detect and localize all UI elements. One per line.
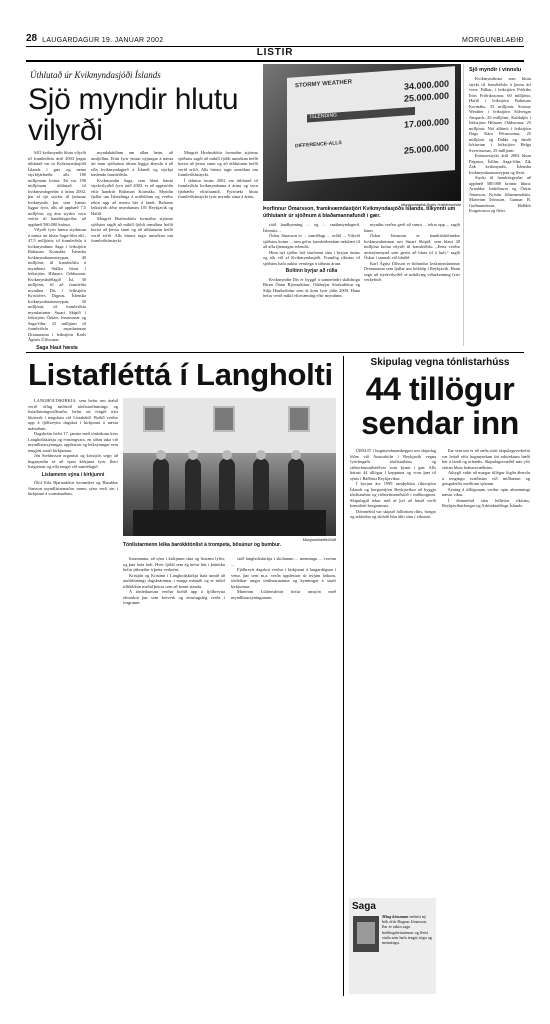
paragraph: Kristján og Kristinn í Langholtskirkju hafa unnið að undirbúningi dagskrárinnar í marga mánuði og er mikil tilhlökkun meðal þeirra sem að henni standa.: [123, 572, 225, 589]
story2-subhead: Listamenn sýna í kirkjunni: [41, 471, 105, 478]
story1-headline: Sjö myndir hlutu vilyrði: [28, 83, 239, 147]
musician-head: [256, 450, 266, 460]
issue-date: LAUGARDAGUR 19. JANÚAR 2002: [42, 37, 164, 44]
paragraph: Margrét Hrafnsdóttir formaður stjórnar sjóðsins sagði að mikill fjöldi umsókna hefði borist að þessu sinni og að úthlutunin hefði verið erfið. Alls bárust tugir umsókna um framleiðslustyrki.: [178, 150, 258, 177]
paragraph: Þar sem um er að ræða stórt skipulagsverkefni var leitað eftir hugmyndum frá arkitektum bæði hér á landi og erlendis. Skipulagssvæðið nær yfir stóran hluta hafnarsvæðisins.: [442, 448, 530, 470]
saga-text: nefnist ný bók eftir Rognar Jónasson. Þar er rakin saga heiðingsbrúarinnar og fleiri staða sem hafa tengst sögu og menningu.: [382, 914, 432, 946]
section-title: LISTIR: [256, 47, 294, 58]
sidebar-box: [463, 64, 530, 346]
paragraph: Styrki til handritsgerðar að upphæð 580.000 krónur hlutu: Arnaldur Indriðason og Óskar Jónasson, Kristín Jóhannesdóttir, Marteinn Þórisson, Gunnar B. Guðmundsson, Halldór Þorgeirsson og fleiri.: [469, 175, 531, 213]
paragraph: Sýning á tillögunum verður opin almenningi næstu vikur.: [442, 486, 530, 497]
paragraph: Dómnefnd var skipuð fulltrúum ríkis, borgar og arkitekta og skilaði hún áliti sínu í vikunni.: [350, 508, 436, 519]
paragraph: Vilyrði fyrir hæsta styrknum á næsta ári hlutu Saga-film ehf., 47,5 milljónir, til framleiðslu á kvikmyndinni Saga í leikstjórn Baltasars Kormáks. Íslenska kvikmyndasamsteypan, 40 milljónir, til framleiðslu á myndinni Stúlka hlaut í leikstjórn Hilmars Oddssonar. Kvikmyndafélagið Ísl, 30 milljónir, til að framleiða myndina Dís í leikstjórn Kristófers Dignus, Íslenska kvikmyndasamsteypan, 30 milljónir, til framleiðslu myndarinnar Stuart Skipið í leikstjórn Óskars Jónassonar og Saga-film, 25 milljónir til framleiðslu myndarinnar Dramarama í leikstjórn Karls Ágústs Úlfssonar.: [28, 227, 86, 342]
story3-headline: 44 tillögur sendar inn: [361, 371, 519, 441]
musician-figure: [185, 458, 201, 514]
story2-photo: [123, 398, 336, 536]
screen-value-1: 34.000.000: [403, 78, 449, 92]
screen-line-1: DIFFERENCE-ALLS: [295, 140, 342, 150]
musician-figure: [288, 458, 304, 514]
paragraph: Í byrjun árs 1999 samþykktu ríkisstjórn Íslands og borgarstjórn Reykjavíkur að byggja tónlistarhús og ráðstefnumiðstöð í miðborginni. Skipulagið tekur mið af því að húsið verði kennileiti borgarinnar.: [350, 481, 436, 508]
story1-column-3: [178, 150, 258, 350]
paragraph: LANGHOLTSKIRKJA, sem hefur um árabil verið öflug miðstöð tónlistarflutnings og listaflutningsviðburða, hefur nú fengið nýtt hlutverk í tengslum við Listahátíð. Boðið verður upp á fjölbreytta dagskrá í kirkjunni á næstu mánuðum.: [28, 398, 118, 431]
story1-column-4: [263, 222, 360, 350]
story-divider: [26, 352, 524, 353]
story1-column-5: [364, 222, 460, 350]
paragraph: Fjölbreytt dagskrá verður í kirkjunni á laugardögum í vetur, þar sem m.a. verða upplestrar úr nýjum bókum, tónleikar ungra tónlistarmanna og kynningar á starfi kirkjunnar.: [231, 567, 336, 589]
musician-figure: [153, 458, 169, 514]
story1-photo-credit: Morgunblaðið/Ásdís Halldórsdóttir: [400, 202, 461, 207]
screen-value-2: 25.000.000: [403, 90, 449, 104]
musician-head: [188, 450, 198, 460]
newspaper-name: MORGUNBLAÐIÐ: [462, 37, 524, 44]
story1-caption: Þorfinnur Ómarsson, framkvæmdastjóri Kvikmyndasjóðs Íslands, tilkynnti um úthlutanir úr sjóðnum á blaðamannafundi í gær.: [263, 206, 456, 219]
paragraph: Óskar Jónasson er handritshöfundur kvikmyndarinnar um Stuart Skipið, sem hlaut 30 milljóna króna vilyrði til framleiðslu. „Þetta verður ævintýramynd sem gerist að hluta til á hafi,“ sagði Óskar í samtali við blaðið.: [364, 233, 460, 260]
story2-headline: Listafléttá í Langholti: [28, 357, 333, 392]
paragraph: Karl Ágúst Úlfsson er höfundur kvikmyndarinnar Dramarama sem fjallar um leikhóp í Reykjavík. Hann segir að styrkvilyrðið sé mikilvæg viðurkenning fyrir verkefnið.: [364, 260, 460, 282]
paragraph: Kvikmyndirnar sem hlutu styrki til framleiðslu á þessu ári voru: Fálkar, í leikstjórn Friðriks Þórs Friðrikssonar, 60 milljónir, Hafið í leikstjórn Baltasars Kormáks, 35 milljónir, Stormy Weather í leikstjórn Sólveigar Anspach, 26 milljónir, Kaldaljós í leikstjórn Hilmars Oddssonar, 25 milljónir, Nói albínói í leikstjórn Dags Kára Péturssonar, 25 milljónir og Didda og dauði kötturinn í leikstjórn Helga Sverrissonar, 25 milljónir.: [469, 76, 531, 153]
story1-kicker: Úthlutað úr Kvikmyndasjóði Íslands: [30, 70, 161, 80]
paragraph: Marteinn Lúthersdóttir hefur umsjón með myndlistarsýningunum.: [231, 589, 336, 600]
story2-caption: Tónlistarmenn leika barokktónlist á trompeta, bösúnur og bumbur.: [123, 542, 282, 548]
screen-band: ÍSLENDING: [307, 107, 415, 123]
musician-head: [291, 450, 301, 460]
sidebar-body: [469, 76, 531, 346]
projection-screen: [287, 66, 455, 182]
paragraph: Jón Stefánsson organisti og kórstjóri segir að hugmyndin sé að opna kirkjuna fyrir fleiri listgreinar og efla tengsl við samfélagið.: [28, 453, 118, 469]
paragraph: Kvikmyndin Saga, sem hlaut hæsta styrkvilyrðið fyrir árið 2003, er að uppistöðu eftir handriti Baltasars Kormáks. Myndin fjallar um Íslendinga á miðöldum og verður tekin upp að mestu hér á landi. Baltasar leikstýrði áður myndunum 101 Reykjavík og Hafið.: [91, 177, 173, 216]
wall-painting: [213, 406, 235, 432]
story1-subhead-1: Saga hlaut hæsta: [36, 344, 78, 350]
paragraph: ÚRSLIT í hugmyndasamkeppni um skipulag lóðar við Austurhöfn í Reykjavík vegna fyrirhugaðs tónlistarhúss og ráðstefnumiðstöðvar voru kynnt í gær. Alls bárust 44 tillögur í keppnina og voru þær til sýnis í Ráðhúsi Reykjavíkur.: [350, 448, 436, 481]
story3-kicker: Skipulag vegna tónlistarhúss: [370, 357, 510, 368]
saga-body: [382, 914, 433, 945]
paragraph: SJÖ kvikmyndir hlutu vilyrði til framleiðslu árið 2003 þegar úthlutað var úr Kvikmyndasjóði Íslands í gær og nema styrkfjárhæðir alls 180 milljónum króna. Þá var 196 milljónum úthlutað til kvikmyndagerðar á árinu 2002, þar af sjö styrkir til þróunar kvikmynda þar sem hæstir liggur fyrir, alls að upphæð 7,5 milljónir, og átta styrkir voru veittir til handritsgerðar, að upphæð 580.000 krónur.: [28, 150, 86, 227]
paragraph: Kvikmyndin Dís er byggð á samnefndri skáldsögu Birnu Önnu Björnsdóttur, Oddnýjar Sturludóttur og Silju Hauksdóttur sem út kom fyrir jólin 2000. Hana hefur verið mikil eftirvænting eftir myndinni.: [263, 276, 360, 298]
paragraph: listamanna, að sýna í kirkjunni sína og listrænt lyftir, og þær hafa haft. Hver fjöldi sem ég hefur hitt í þátttöku hefur jákvæður á þetta verkefni.: [123, 556, 225, 572]
screen-value-3: 17.000.000: [403, 116, 449, 130]
paragraph: Margrét Hrafnsdóttir formaður stjórnar sjóðsins sagði að mikill fjöldi umsókna hefði borist að þessu sinni og að úthlutunin hefði verið erfið. Alls bárust tugir umsókna um framleiðslustyrki.: [91, 216, 173, 243]
story3-column-2: [442, 448, 530, 993]
paragraph: Á tónleikunum verður boðið upp á fjölbreytta efnisskrá þar sem kórverk og einsöngslög verða í forgrunni.: [123, 589, 225, 605]
page-number: 28: [26, 33, 38, 44]
story2-column-1: [28, 398, 118, 993]
column-rule: [343, 356, 344, 996]
paragraph: Athygli vakti að margar tillögur lögðu áherslu á tengingu svæðisins við miðbæinn og gönguleiðir meðfram sjónum.: [442, 470, 530, 486]
book-cover: [353, 916, 379, 952]
section-rule: [26, 60, 524, 62]
sidebar-title: Sjö myndir í vinnslu: [469, 67, 522, 73]
musician-figure: [253, 458, 269, 514]
musician-figure: [219, 458, 235, 514]
paragraph: Í útlutun ársins 2002 var úthlutuð til framleiðslu kvikmyndanna á árinu og voru fjárhæðir eftirfarandi. Fyrirtæki hlutu framleiðslustyrki fyrir myndir sínar á árinu.: [178, 177, 258, 199]
musician-head: [156, 450, 166, 460]
paragraph: myndin verður gerð að sumri ... tekin upp ... sagði hann.: [364, 222, 460, 233]
story2-column-2: [123, 556, 225, 993]
wall-painting: [288, 406, 310, 432]
story1-column-2: [91, 150, 173, 350]
page-masthead: [26, 30, 524, 44]
wall-painting: [143, 406, 165, 432]
story2-column-3: [231, 556, 336, 993]
saga-box: [349, 898, 436, 994]
story3-column-1: [350, 448, 436, 894]
story1-column-1: [28, 150, 86, 350]
screen-header: STORMY WEATHER: [295, 79, 353, 90]
story1-photo: [263, 64, 461, 201]
photo-table: [133, 510, 326, 536]
paragraph: stóð langholtskirkju í skólanum ... menningu ... vorönn ...: [231, 556, 336, 567]
paragraph: Þróunarstyrki árið 2002 hlutu Pegasus, Ísfilm, Saga-film, Zik Zak kvikmyndir, Íslenska kvikmyndasamsteypan og fleiri.: [469, 153, 531, 175]
paragraph: ritið landkynning ... og ... smákmyndagerð. Íslenska ...: [263, 222, 360, 233]
screen-value-4: 25.000.000: [403, 142, 449, 156]
saga-title: Saga: [352, 901, 376, 912]
story1-subhead-2: Boltinn byrjar að rúlla: [285, 268, 338, 274]
paragraph: Óskar Jónasson er ... samfélagi ... orðið ... Vilyrði sjóðsins koma ... sem gefur framleiðendum tækifæri til að afla fjármagns erlendis.: [263, 233, 360, 249]
saga-book-title: Ming kinsmum: [382, 914, 409, 919]
paragraph: Ólöf Erla Bjarnadóttir keramiker og Haraldur Jónsson myndlistarmaður munu sýna verk sín í kirkjunni á vormánuðum.: [28, 480, 118, 496]
paragraph: myndahátíðum um allan heim, að umfjöllun. Þrátt fyrir ýmsar nýjungar á næsta ári mun sjóðurinn áfram leggja áherslu á að efla kvikmyndagerð á Íslandi og styrkja innlenda framleiðslu.: [91, 150, 173, 177]
story2-photo-credit: Morgunblaðið/Golli: [302, 537, 336, 542]
musician-head: [222, 450, 232, 460]
paragraph: Hinn nýi sjóður hóf starfsemi sína í byrjun ársins og tók við af Kvikmyndasjóði. Framlög ríkisins til sjóðsins hafa aukist verulega á síðustu árum.: [263, 249, 360, 266]
paragraph: Dagskráin hefst 17. janúar með tónleikum kórs Langholtskirkju og einsöngvara, en síðan taka við myndlistarsýningar, upplestrar og leiksýningar sem tengjast starfi kirkjunnar.: [28, 431, 118, 453]
paragraph: Í dómnefnd sátu fulltrúar ríkisins, Reykjavíkurborgar og Arkitektafélags Íslands.: [442, 497, 530, 508]
